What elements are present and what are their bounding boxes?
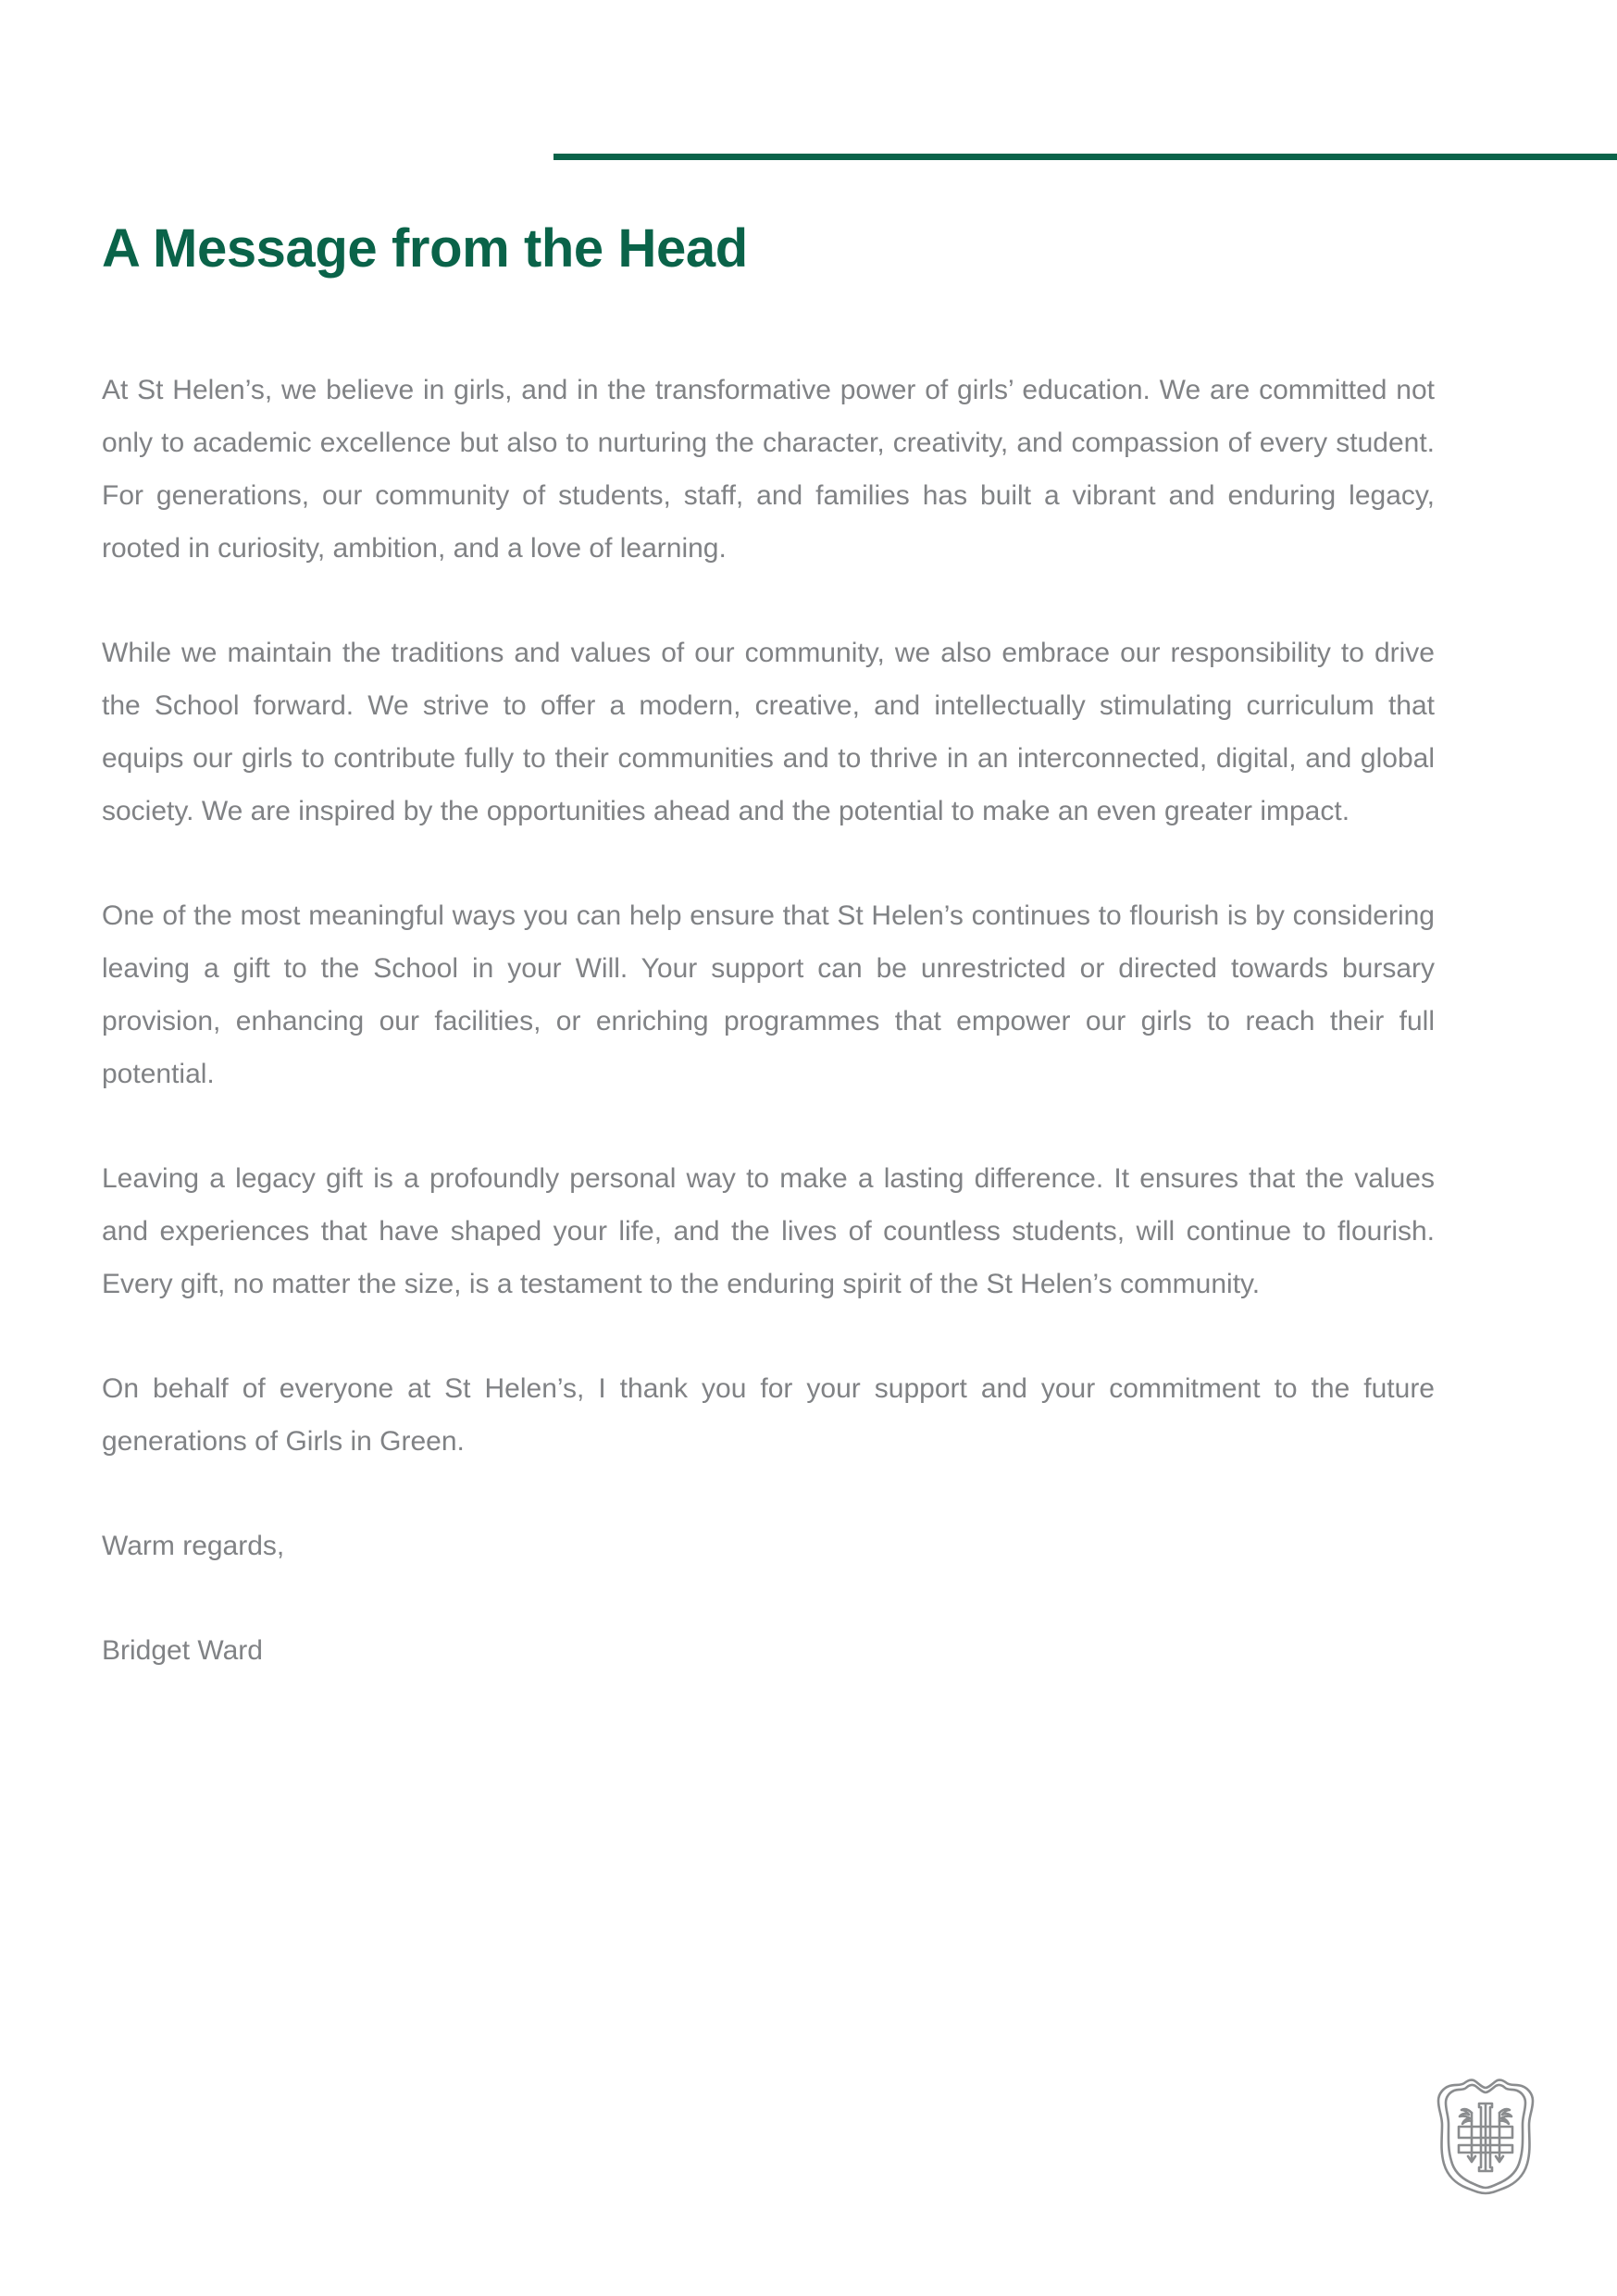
letter-paragraph: At St Helen’s, we believe in girls, and in the transformative power of girls’ education. We are committed not only to academic excellence but also to nurturing the character, creativity, and compassion of every student. For generations, our community of students, staff, and families has built a vibrant and enduring legacy, rooted in curiosity, ambition, and a love of learning.: [102, 375, 1435, 564]
page-title: A Message from the Head: [102, 218, 748, 279]
letter-paragraph: On behalf of everyone at St Helen’s, I thank you for your support and your commitment to the future generations of Girls in Green.: [102, 1373, 1435, 1457]
letter-paragraph: One of the most meaningful ways you can help ensure that St Helen’s continues to flourish is by considering leaving a gift to the School in your Will. Your support can be unrestricted or directed towards bursary provision, enhancing our facilities, or enriching programmes that empower our girls to reach their full potential.: [102, 900, 1435, 1089]
school-crest-icon: [1431, 2073, 1540, 2197]
letter-paragraph: While we maintain the traditions and values of our community, we also embrace our responsibility to drive the School forward. We strive to offer a modern, creative, and intellectually stimulating curriculum that equips our girls to contribute fully to their communities and to thrive in an interconnected, digital, and global society. We are inspired by the opportunities ahead and the potential to make an even greater impact.: [102, 638, 1435, 826]
letter-body: [102, 364, 1435, 1677]
letter-closing: Warm regards,: [102, 1531, 285, 1561]
header-rule: [554, 154, 1617, 160]
letter-signature: Bridget Ward: [102, 1635, 263, 1666]
letter-paragraph: Leaving a legacy gift is a profoundly personal way to make a lasting difference. It ensures that the values and experiences that have shaped your life, and the lives of countless students, will continue to flourish. Every gift, no matter the size, is a testament to the enduring spirit of the St Helen’s community.: [102, 1163, 1435, 1299]
